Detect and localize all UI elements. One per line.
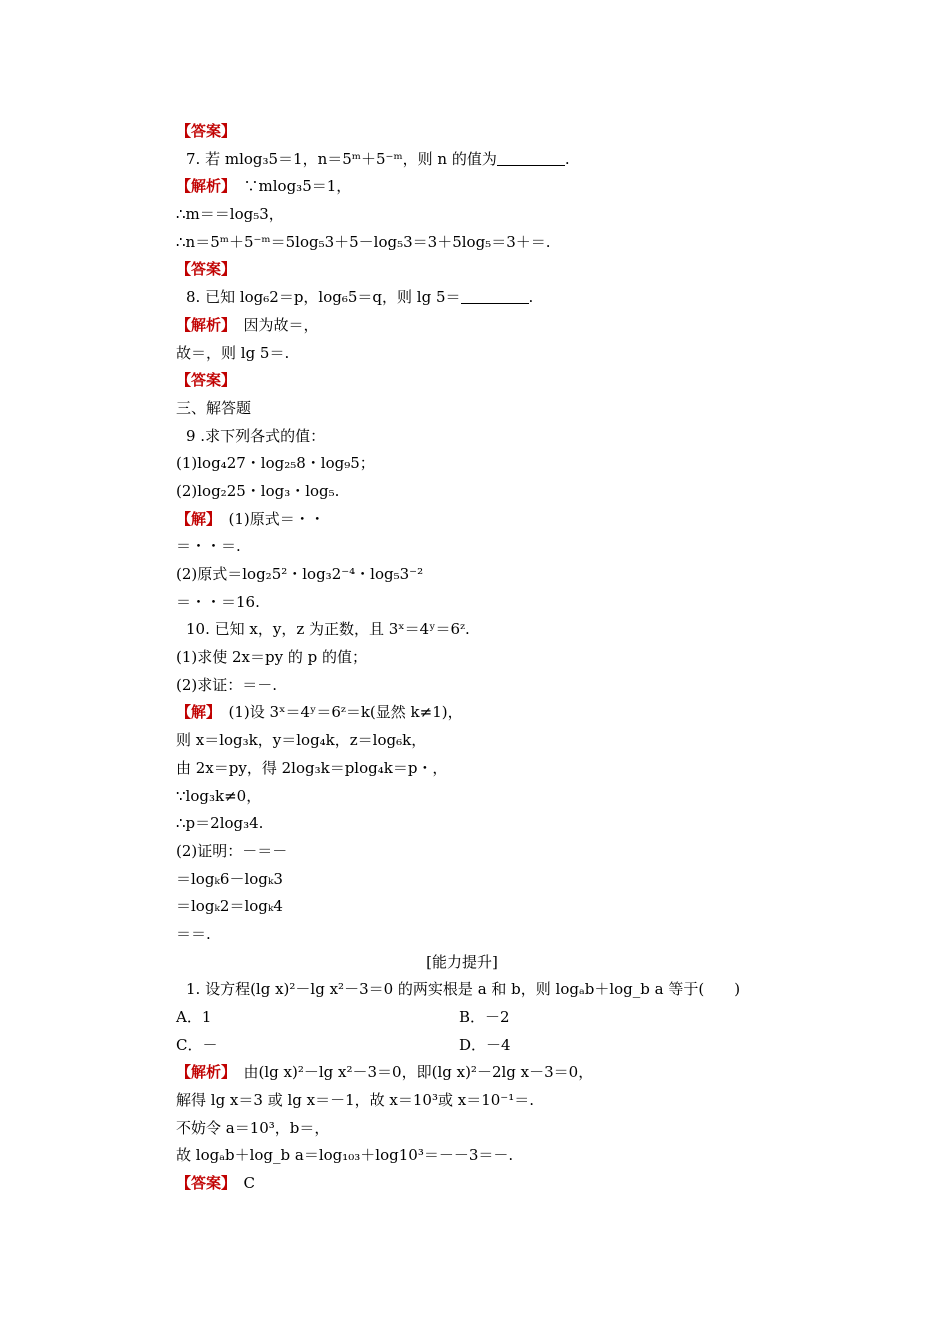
text-line: ∴p＝2log₃4. [176, 814, 264, 833]
answer-blank [461, 289, 529, 304]
text-line: (2)原式＝log₂5²・log₃2⁻⁴・log₅3⁻² [176, 565, 424, 583]
option-d: D．－4 [459, 1035, 511, 1054]
option-a: A．1 [176, 1008, 212, 1026]
answer-tag: 【答案】 [176, 371, 237, 390]
question-7 [176, 146, 776, 174]
analysis-tag: 【解析】 [176, 177, 229, 196]
text-line: ＝・・＝16. [176, 592, 260, 611]
analysis-text: 因为故＝， [243, 315, 319, 334]
solution-line [176, 699, 776, 727]
options-row-2 [176, 1032, 776, 1060]
analysis-text: ∵mlog₃5＝1， [243, 177, 352, 196]
text-line: 不妨令 a＝10³，b＝， [176, 1118, 330, 1137]
question-ability-1: 1. 设方程(lg x)²－lg x²－3＝0 的两实根是 a 和 b，则 logₐb＋log_b a 等于( ) [186, 980, 741, 999]
answer-tag: 【答案】 [176, 260, 237, 279]
section-heading: 三、解答题 [176, 398, 252, 417]
text-line: 故 logₐb＋log_b a＝log₁₀₃＋log10³＝－－3＝－. [176, 1146, 514, 1165]
analysis-line [176, 173, 776, 201]
options-row-1 [176, 1004, 776, 1032]
answer-line [176, 1170, 776, 1198]
text-line: 由 2x＝py，得 2log₃k＝plog₄k＝p・， [176, 758, 448, 777]
solution-line [176, 506, 776, 534]
analysis-text: 由(lg x)²－lg x²－3＝0，即(lg x)²－2lg x－3＝0， [243, 1063, 594, 1082]
solution-tag: 【解】 [176, 703, 214, 722]
question-10-part-2: (2)求证：＝－. [176, 675, 278, 694]
question-7-text: 7. 若 mlog₃5＝1，n＝5ᵐ＋5⁻ᵐ，则 n 的值为 [186, 149, 497, 168]
question-9-part-2: (2)log₂25・log₃・log₅. [176, 481, 340, 500]
answer-value: C [243, 1174, 256, 1193]
text-line: ＝logₖ6－logₖ3 [176, 869, 283, 888]
solution-tag: 【解】 [176, 509, 214, 528]
text-line: 解得 lg x＝3 或 lg x＝－1，故 x＝10³或 x＝10⁻¹＝. [176, 1091, 534, 1110]
analysis-line [176, 312, 776, 340]
section-title-ability: [能力提升] [426, 952, 498, 971]
text-line: ∵log₃k≠0， [176, 786, 262, 805]
question-10: 10. 已知 x，y，z 为正数，且 3ˣ＝4ʸ＝6ᶻ. [186, 620, 470, 639]
solution-text: (1)原式＝・・ [228, 509, 325, 528]
text-line: ＝logₖ2＝logₖ4 [176, 897, 283, 916]
text-line: 故＝，则 lg 5＝. [176, 343, 290, 362]
text-line: 则 x＝log₃k，y＝log₄k，z＝log₆k， [176, 731, 427, 750]
question-10-part-1: (1)求使 2x＝py 的 p 的值； [176, 648, 368, 667]
question-7-end: . [564, 149, 570, 168]
answer-tag-line [176, 118, 776, 146]
text-line: (2)证明：－＝－ [176, 841, 288, 860]
answer-tag: 【答案】 [176, 1174, 229, 1193]
analysis-line [176, 1059, 776, 1087]
text-line: ∴m＝＝log₅3， [176, 205, 284, 224]
analysis-tag: 【解析】 [176, 1063, 229, 1082]
question-8-end: . [528, 288, 534, 307]
answer-tag-line [176, 367, 776, 395]
option-c: C．－ [176, 1035, 218, 1054]
solution-text: (1)设 3ˣ＝4ʸ＝6ᶻ＝k(显然 k≠1)， [228, 703, 463, 722]
option-b: B．－2 [459, 1008, 510, 1026]
document-page [176, 118, 776, 1198]
text-line: ∴n＝5ᵐ＋5⁻ᵐ＝5log₅3＋5－log₅3＝3＋5log₅＝3＋＝. [176, 232, 551, 251]
answer-blank [497, 151, 565, 166]
text-line: ＝・・＝. [176, 537, 241, 556]
answer-tag: 【答案】 [176, 122, 237, 140]
text-line: ＝＝. [176, 924, 211, 943]
analysis-tag: 【解析】 [176, 315, 229, 334]
answer-tag-line [176, 256, 776, 284]
question-8 [176, 284, 776, 312]
question-8-text: 8. 已知 log₆2＝p，log₆5＝q，则 lg 5＝ [186, 288, 461, 307]
question-9-part-1: (1)log₄27・log₂₅8・log₉5； [176, 454, 375, 473]
question-9: 9 .求下列各式的值： [186, 426, 326, 445]
